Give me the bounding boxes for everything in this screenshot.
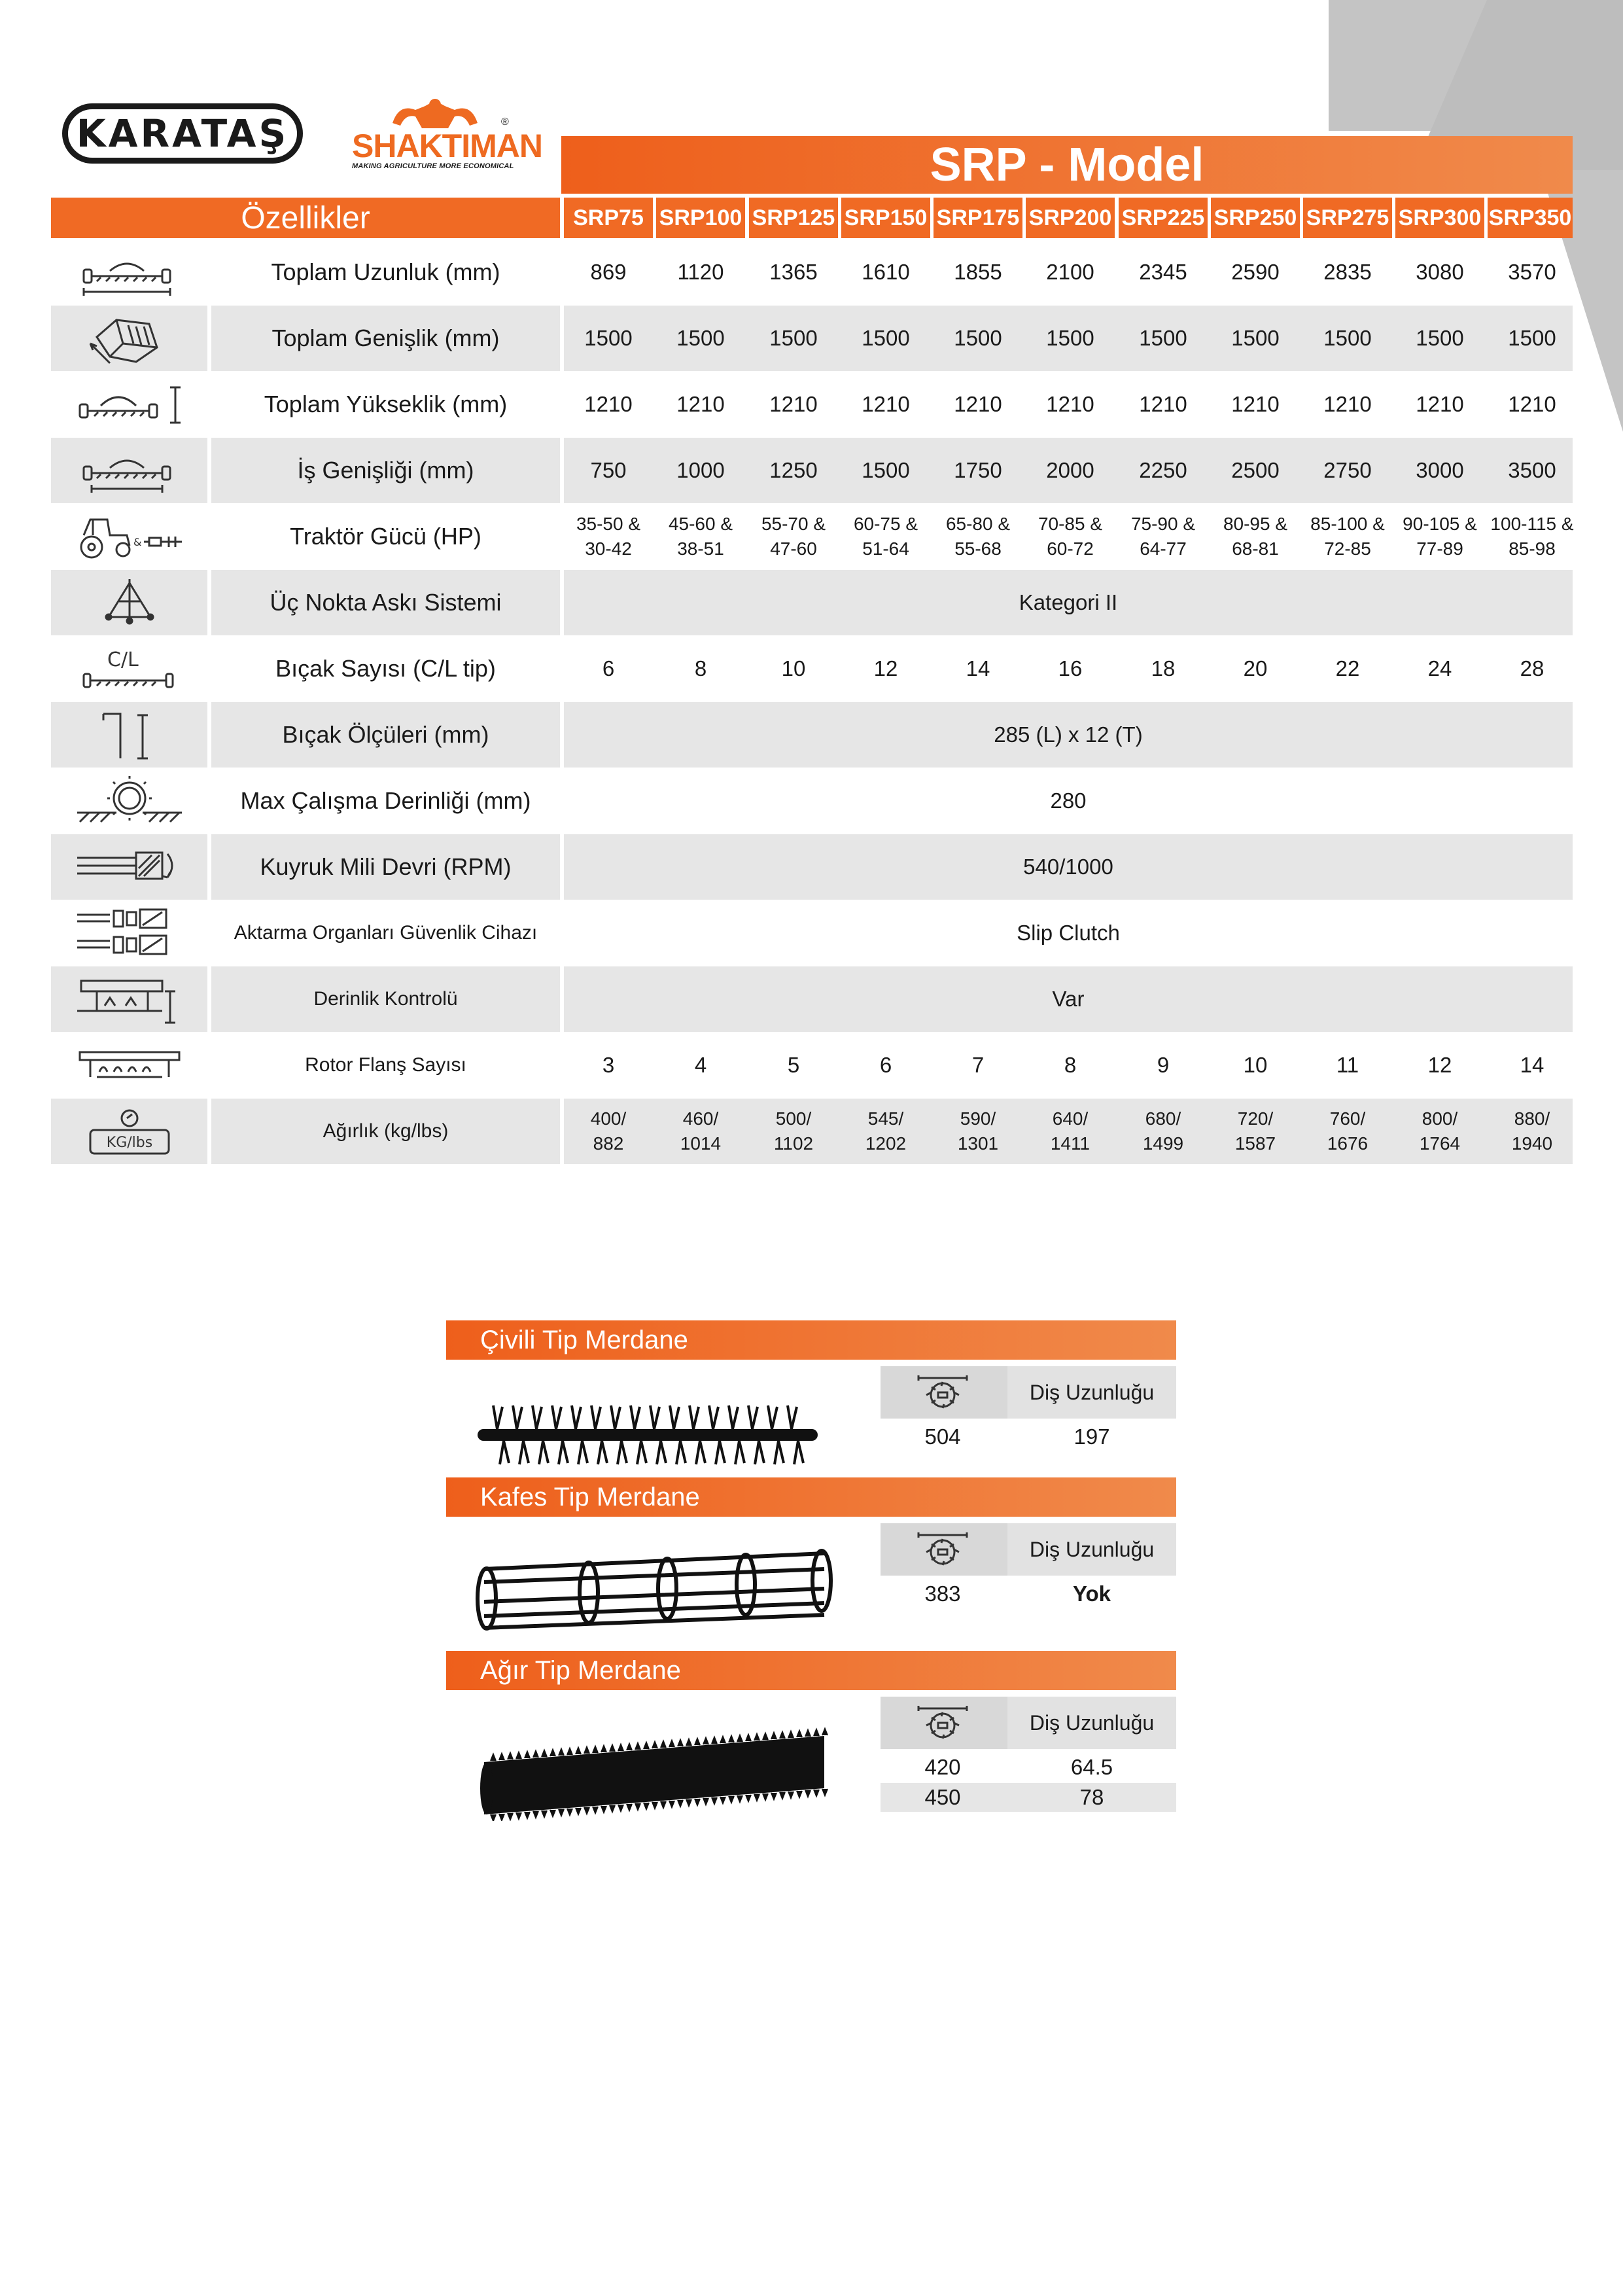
spec-value: 3570 [1508,260,1556,284]
spec-value [1488,1099,1577,1164]
spec-value-top: 400/ [590,1108,627,1129]
spec-value: 10 [1243,1053,1268,1077]
roller-tooth-length-value: 64.5 [1070,1755,1113,1779]
spec-value [564,1099,653,1164]
roller-title: Çivili Tip Merdane [446,1320,1176,1360]
spec-value: 20 [1243,656,1268,680]
spec-row [51,834,1573,900]
model-header-srp250: SRP250 [1211,198,1300,238]
roller-tooth-length-value: Yok [1072,1581,1111,1606]
spec-value: 2100 [1046,260,1094,284]
spec-table [51,198,1573,1165]
spec-values [564,636,1573,701]
roller-row [881,1783,1176,1812]
spec-value-bottom: 72-85 [1324,539,1371,559]
shaktiman-logo [352,97,542,174]
spec-values [564,1099,1573,1164]
spec-icon-cell [51,1033,207,1098]
spec-span-value: Var [1052,987,1085,1011]
model-header-srp200: SRP200 [1026,198,1115,238]
roller-row [881,1580,1176,1608]
spec-label: Toplam Genişlik (mm) [211,306,560,371]
working-width-icon [71,443,188,498]
spec-value-top: 760/ [1329,1108,1366,1129]
spec-value [1303,504,1392,569]
shaktiman-tagline: MAKING AGRICULTURE MORE ECONOMICAL [352,162,514,170]
weight-icon [71,1104,188,1159]
blade-dimension-icon [71,707,188,762]
spec-value [1303,1099,1392,1164]
depth-control-icon [71,972,188,1027]
spec-value-top: 70-85 & [1038,514,1103,534]
model-header-srp175: SRP175 [934,198,1022,238]
spec-value [1026,1099,1115,1164]
spec-icon-cell [51,1099,207,1164]
spec-value [841,504,930,569]
spec-value: 3000 [1416,458,1464,482]
spec-value: 2000 [1046,458,1094,482]
spec-value: 1500 [862,326,910,350]
roller-table-header [881,1523,1176,1576]
karatas-logo-text: KARATAŞ [76,111,289,156]
spec-row [51,504,1573,570]
spec-value: 12 [873,656,898,680]
spec-value: 24 [1427,656,1452,680]
spec-values [564,570,1573,635]
spec-values [564,1033,1573,1098]
spec-value: 2345 [1139,260,1187,284]
spec-value: 22 [1335,656,1360,680]
spec-value-bottom: 77-89 [1416,539,1463,559]
spec-icon-cell [51,239,207,305]
roller-diameter-value: 383 [924,1581,961,1606]
spec-value [1395,1099,1484,1164]
model-header-srp100: SRP100 [656,198,745,238]
spec-value-bottom: 1940 [1511,1133,1553,1154]
roller-table-header [881,1697,1176,1749]
model-header-srp125: SRP125 [749,198,838,238]
model-header-srp350: SRP350 [1488,198,1573,238]
spec-value-bottom: 68-81 [1232,539,1279,559]
spec-value [1211,504,1300,569]
spec-value: 28 [1520,656,1544,680]
spec-value: 1500 [676,326,725,350]
spec-value-bottom: 47-60 [770,539,817,559]
overall-height-icon [71,377,188,432]
spec-value-top: 80-95 & [1223,514,1288,534]
spec-value-top: 85-100 & [1310,514,1385,534]
model-header-srp300: SRP300 [1395,198,1484,238]
spec-row [51,1033,1573,1099]
spec-value-top: 75-90 & [1130,514,1196,534]
spec-value: 2590 [1231,260,1280,284]
pto-speed-icon [71,839,188,894]
spec-value: 1000 [676,458,725,482]
spec-value: 9 [1157,1053,1170,1077]
spec-label: Üç Nokta Askı Sistemi [211,570,560,635]
spec-value: 8 [694,656,707,680]
spec-value-bottom: 1499 [1142,1133,1184,1154]
spec-value-bottom: 38-51 [677,539,724,559]
spec-value: 3500 [1508,458,1556,482]
spec-value [1395,504,1484,569]
spec-value: 1500 [1508,326,1556,350]
spec-icon-cell [51,900,207,966]
spec-value-top: 45-60 & [668,514,733,534]
spec-value: 2250 [1139,458,1187,482]
spec-span-value: 280 [1050,788,1087,813]
shaktiman-logo-text: SHAKTIMAN [352,128,542,164]
spec-value: 12 [1427,1053,1452,1077]
spec-value-bottom: 1301 [957,1133,999,1154]
spec-span-value: 285 (L) x 12 (T) [994,722,1143,747]
spec-icon-cell [51,636,207,701]
spec-icon-cell [51,966,207,1032]
spec-value-top: 65-80 & [945,514,1011,534]
spec-value: 1210 [1231,392,1280,416]
spec-values [564,834,1573,900]
spec-values [564,372,1573,437]
roller-image [471,1543,837,1641]
roller-diameter-value: 420 [924,1755,961,1779]
spec-label: Kuyruk Mili Devri (RPM) [211,834,560,900]
spec-value-bottom: 882 [593,1133,624,1154]
spec-values [564,438,1573,503]
spec-value: 1365 [769,260,818,284]
spec-values [564,900,1573,966]
spec-value: 1210 [954,392,1002,416]
roller-tooth-length-value: 197 [1073,1424,1110,1449]
spec-values [564,966,1573,1032]
model-header-srp150: SRP150 [841,198,930,238]
spec-value: 1210 [1508,392,1556,416]
spec-value-top: 545/ [867,1108,904,1129]
model-header-srp225: SRP225 [1119,198,1208,238]
spec-value-bottom: 1102 [773,1133,814,1154]
spec-value [1119,1099,1208,1164]
roller-diameter-icon [913,1703,972,1742]
model-header-srp275: SRP275 [1303,198,1392,238]
spec-row [51,239,1573,306]
spec-value-top: 590/ [960,1108,996,1129]
roller-diameter-cell [881,1366,1005,1419]
roller-col-label: Diş Uzunluğu [1007,1366,1176,1419]
spec-value: 10 [781,656,806,680]
spec-value-top: 60-75 & [853,514,918,534]
spec-value-top: 100-115 & [1490,514,1574,534]
spec-value: 1210 [1416,392,1464,416]
spec-value: 1500 [1323,326,1372,350]
spec-value [1488,504,1577,569]
spec-value-bottom: 64-77 [1140,539,1187,559]
spec-value: 2500 [1231,458,1280,482]
roller-title: Ağır Tip Merdane [446,1651,1176,1690]
svg-text:KG/lbs: KG/lbs [106,1135,152,1151]
spec-value: 1120 [677,260,724,284]
spec-value: 5 [787,1053,800,1077]
spec-value-bottom: 1202 [865,1133,907,1154]
overall-width-icon [71,311,188,366]
spec-row [51,900,1573,966]
spec-label: Bıçak Sayısı (C/L tip) [275,655,496,682]
spec-label: Derinlik Kontrolü [211,966,560,1032]
spec-label: Toplam Uzunluk (mm) [271,258,500,285]
spec-value: 1500 [954,326,1002,350]
spec-span-value: Slip Clutch [1017,921,1120,945]
roller-title: Kafes Tip Merdane [446,1477,1176,1517]
spec-label: Rotor Flanş Sayısı [305,1054,466,1076]
spec-value-top: 500/ [775,1108,812,1129]
spec-row [51,1099,1573,1165]
spec-value-top: 90-105 & [1403,514,1477,534]
spec-value: 869 [590,260,627,284]
roller-col-label: Diş Uzunluğu [1007,1697,1176,1749]
model-title-banner [561,136,1573,194]
spec-value-top: 680/ [1145,1108,1181,1129]
spec-value [934,1099,1022,1164]
spec-value-top: 880/ [1514,1108,1550,1129]
spec-value: 1210 [862,392,910,416]
spec-span-value: Kategori II [1019,590,1118,614]
spec-icon-cell [51,702,207,768]
registered-mark: ® [501,116,509,128]
spec-value: 1210 [1046,392,1094,416]
roller-diameter-value: 450 [924,1785,961,1809]
spec-value: 16 [1058,656,1083,680]
spec-icon-cell [51,768,207,834]
spec-table-header [51,198,1573,239]
spec-label: Toplam Yükseklik (mm) [264,391,508,417]
spec-value-bottom: 55-68 [954,539,1002,559]
spec-row [51,306,1573,372]
spec-icon-cell [51,570,207,635]
spec-value-top: 640/ [1052,1108,1089,1129]
spec-value: 14 [1520,1053,1544,1077]
spec-value: 750 [590,458,627,482]
spec-label: Max Çalışma Derinliği (mm) [240,787,531,814]
svg-text:C/L: C/L [107,648,139,671]
spec-value-top: 55-70 & [761,514,826,534]
spec-value [841,1099,930,1164]
karatas-logo [62,103,303,164]
spec-value [656,1099,745,1164]
spec-icon-cell [51,504,207,569]
spec-value-bottom: 1587 [1234,1133,1276,1154]
spec-row [51,768,1573,834]
spec-value: 14 [966,656,990,680]
svg-text:&: & [133,536,141,548]
spec-label: Aktarma Organları Güvenlik Cihazı [234,922,538,944]
spec-value: 1250 [769,458,818,482]
spec-value [1211,1099,1300,1164]
spec-value: 11 [1336,1053,1359,1077]
spec-values [564,702,1573,768]
model-title: SRP - Model [930,139,1204,191]
spec-value: 2750 [1323,458,1372,482]
spec-value: 1500 [862,458,910,482]
spec-value: 1210 [676,392,725,416]
roller-row [881,1422,1176,1451]
spec-value [749,1099,838,1164]
spec-value: 1210 [584,392,633,416]
roller-diameter-cell [881,1523,1005,1576]
spec-label: Ağırlık (kg/lbs) [211,1099,560,1164]
spec-value: 1855 [954,260,1002,284]
spec-value-bottom: 1411 [1050,1133,1091,1154]
roller-diameter-cell [881,1697,1005,1749]
spec-value-top: 720/ [1237,1108,1274,1129]
spec-value: 7 [971,1053,985,1077]
roller-diameter-value: 504 [924,1424,961,1449]
spec-value: 8 [1064,1053,1077,1077]
roller-row [881,1753,1176,1782]
spec-value [1026,504,1115,569]
spec-value: 3 [602,1053,615,1077]
roller-col-label: Diş Uzunluğu [1007,1523,1176,1576]
spec-span-value: 540/1000 [1023,855,1113,879]
spec-header-label: Özellikler [51,198,560,238]
roller-diameter-icon [913,1530,972,1569]
spec-value-top: 460/ [682,1108,719,1129]
blade-count-icon [71,641,188,696]
spec-icon-cell [51,306,207,371]
spec-value: 1500 [1139,326,1187,350]
spec-value [656,504,745,569]
roller-tooth-length-value: 78 [1079,1785,1104,1809]
spec-value [749,504,838,569]
spec-values [564,306,1573,371]
spec-value: 1610 [862,260,910,284]
spec-value: 1210 [769,392,818,416]
spec-icon-cell [51,372,207,437]
spec-value: 6 [602,656,615,680]
spec-value [1119,504,1208,569]
spec-row [51,372,1573,438]
spec-value-top: 800/ [1422,1108,1458,1129]
rotor-flange-icon [71,1038,188,1093]
spec-value: 1750 [954,458,1002,482]
spec-label: Traktör Gücü (HP) [290,523,481,550]
spec-row [51,438,1573,504]
spec-value: 4 [694,1053,707,1077]
safety-device-icon [71,906,188,961]
spec-value [934,504,1022,569]
spec-values [564,768,1573,834]
three-point-hitch-icon [71,575,188,630]
spec-value-bottom: 51-64 [862,539,909,559]
spec-row [51,636,1573,702]
spec-values [564,504,1573,569]
spec-value-bottom: 1014 [680,1133,722,1154]
max-depth-icon [71,773,188,828]
spec-value: 6 [879,1053,892,1077]
spec-row [51,966,1573,1033]
spec-value-bottom: 30-42 [585,539,632,559]
spec-row [51,570,1573,636]
spec-row [51,702,1573,768]
spec-icon-cell [51,438,207,503]
roller-diameter-icon [913,1373,972,1412]
shaktiman-strongman-icon [386,97,484,131]
spec-label: Bıçak Ölçüleri (mm) [211,702,560,768]
spec-value: 1210 [1139,392,1187,416]
spec-value: 1210 [1323,392,1372,416]
spec-value: 1500 [1231,326,1280,350]
spec-value: 2835 [1323,260,1372,284]
spec-value-bottom: 60-72 [1047,539,1094,559]
roller-image [471,1723,837,1821]
spec-value-bottom: 1764 [1419,1133,1461,1154]
spec-value-bottom: 85-98 [1509,539,1556,559]
spec-value: 1500 [1046,326,1094,350]
spec-values [564,239,1573,305]
roller-image [471,1386,837,1484]
roller-table-header [881,1366,1176,1419]
spec-value: 1500 [1416,326,1464,350]
spec-value [564,504,653,569]
spec-value: 18 [1151,656,1176,680]
spec-value: 3080 [1416,260,1464,284]
spec-label: İş Genişliği (mm) [211,438,560,503]
spec-icon-cell [51,834,207,900]
spec-value: 1500 [584,326,633,350]
model-header-srp75: SRP75 [564,198,653,238]
overall-length-icon [71,245,188,300]
tractor-power-icon [71,509,188,564]
spec-value-bottom: 1676 [1327,1133,1369,1154]
spec-value-top: 35-50 & [576,514,641,534]
spec-value: 1500 [769,326,818,350]
